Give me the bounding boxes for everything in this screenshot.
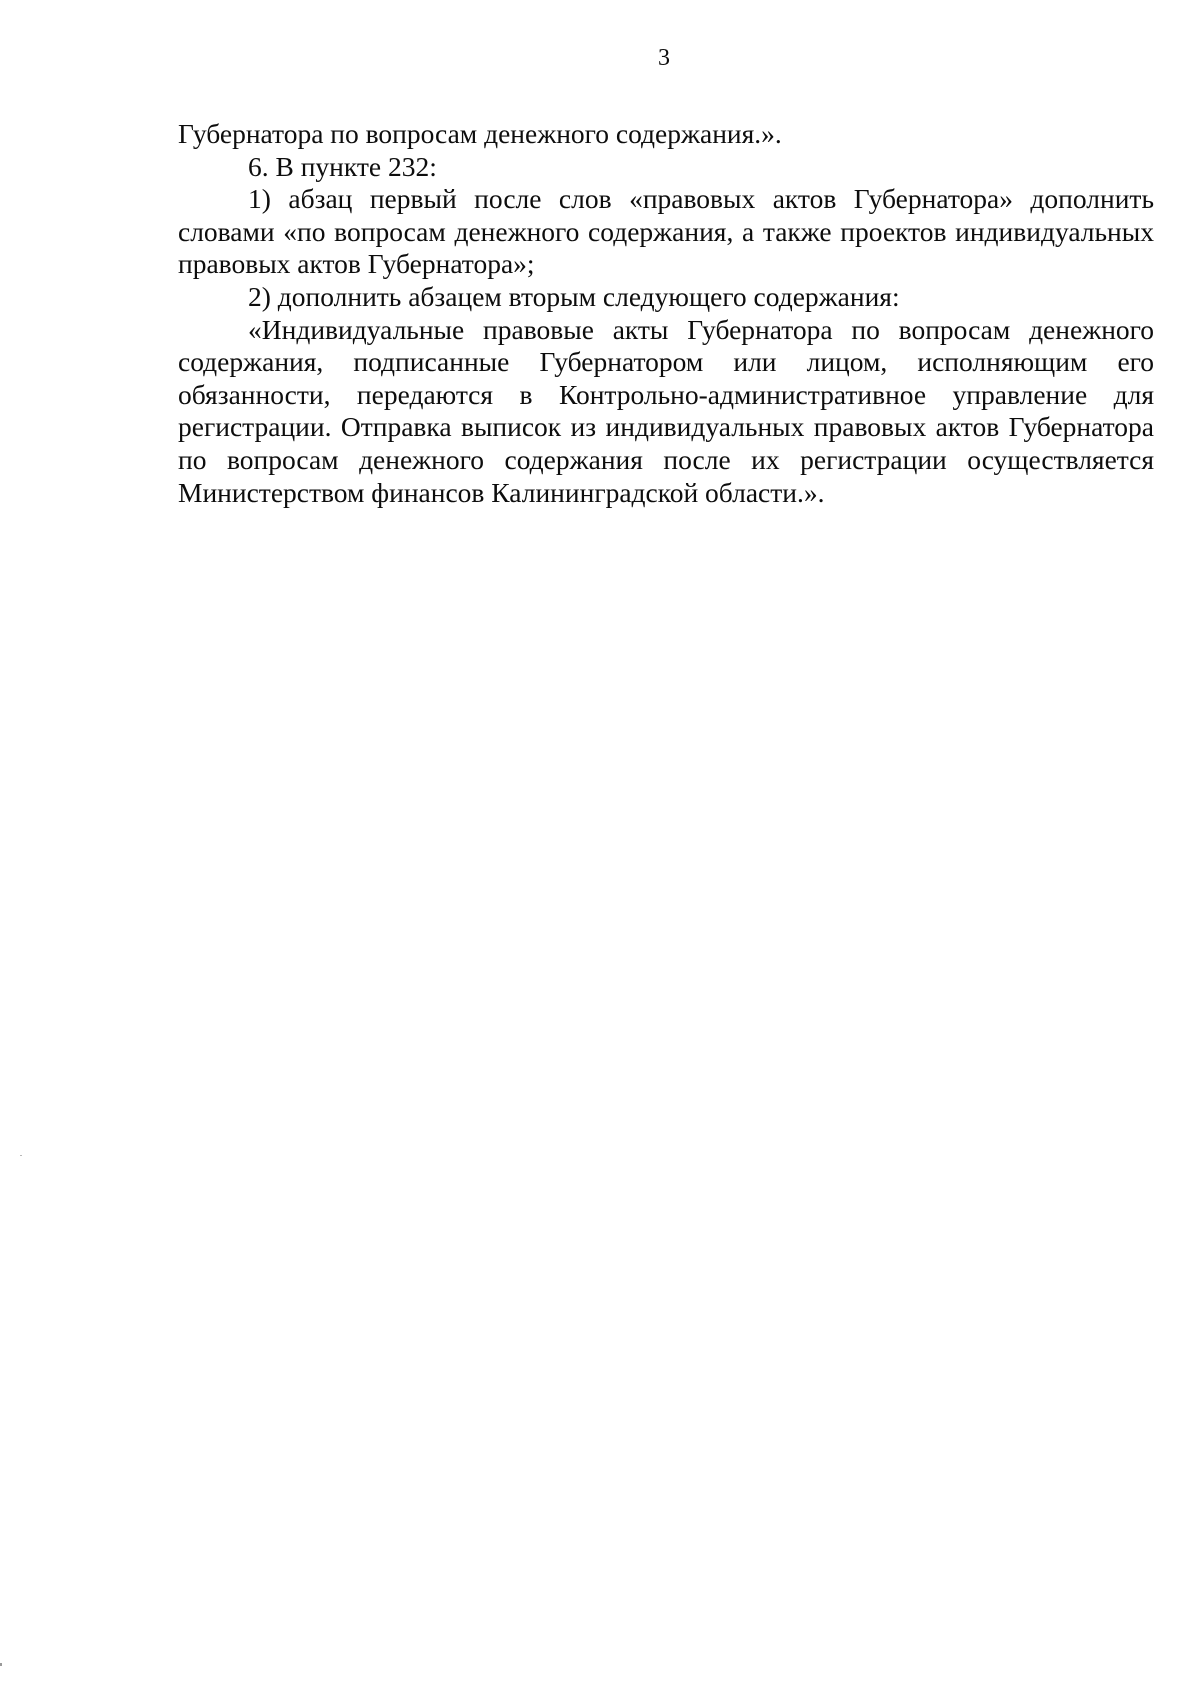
paragraph-item-6: 6. В пункте 232:	[248, 150, 437, 182]
paragraph-continuation: Губернатора по вопросам денежного содержания.».	[178, 118, 782, 149]
paragraph-subitem-1: 1) абзац первый после слов «правовых актов Губернатора» дополнить словами «по вопросам денежного содержания, а также проектов индивидуальных правовых актов Губернатора»;	[178, 183, 1154, 280]
scan-speck	[20, 1155, 22, 1156]
scan-speck	[0, 1663, 2, 1666]
page-number: 3	[658, 45, 670, 71]
paragraph-quoted-text: «Индивидуальные правовые акты Губернатора по вопросам денежного содержания, подписанные Губернатором или лицом, исполняющим его обязанности, передаются в Контрольно-административное управление для регистрации. Отправка выписок из индивидуальных правовых актов Губернатора по вопросам денежного содержания после их регистрации осуществляется Министерством финансов Калининградской области.».	[178, 313, 1154, 508]
paragraph-subitem-2: 2) дополнить абзацем вторым следующего содержания:	[248, 280, 900, 312]
document-body	[178, 118, 1154, 509]
